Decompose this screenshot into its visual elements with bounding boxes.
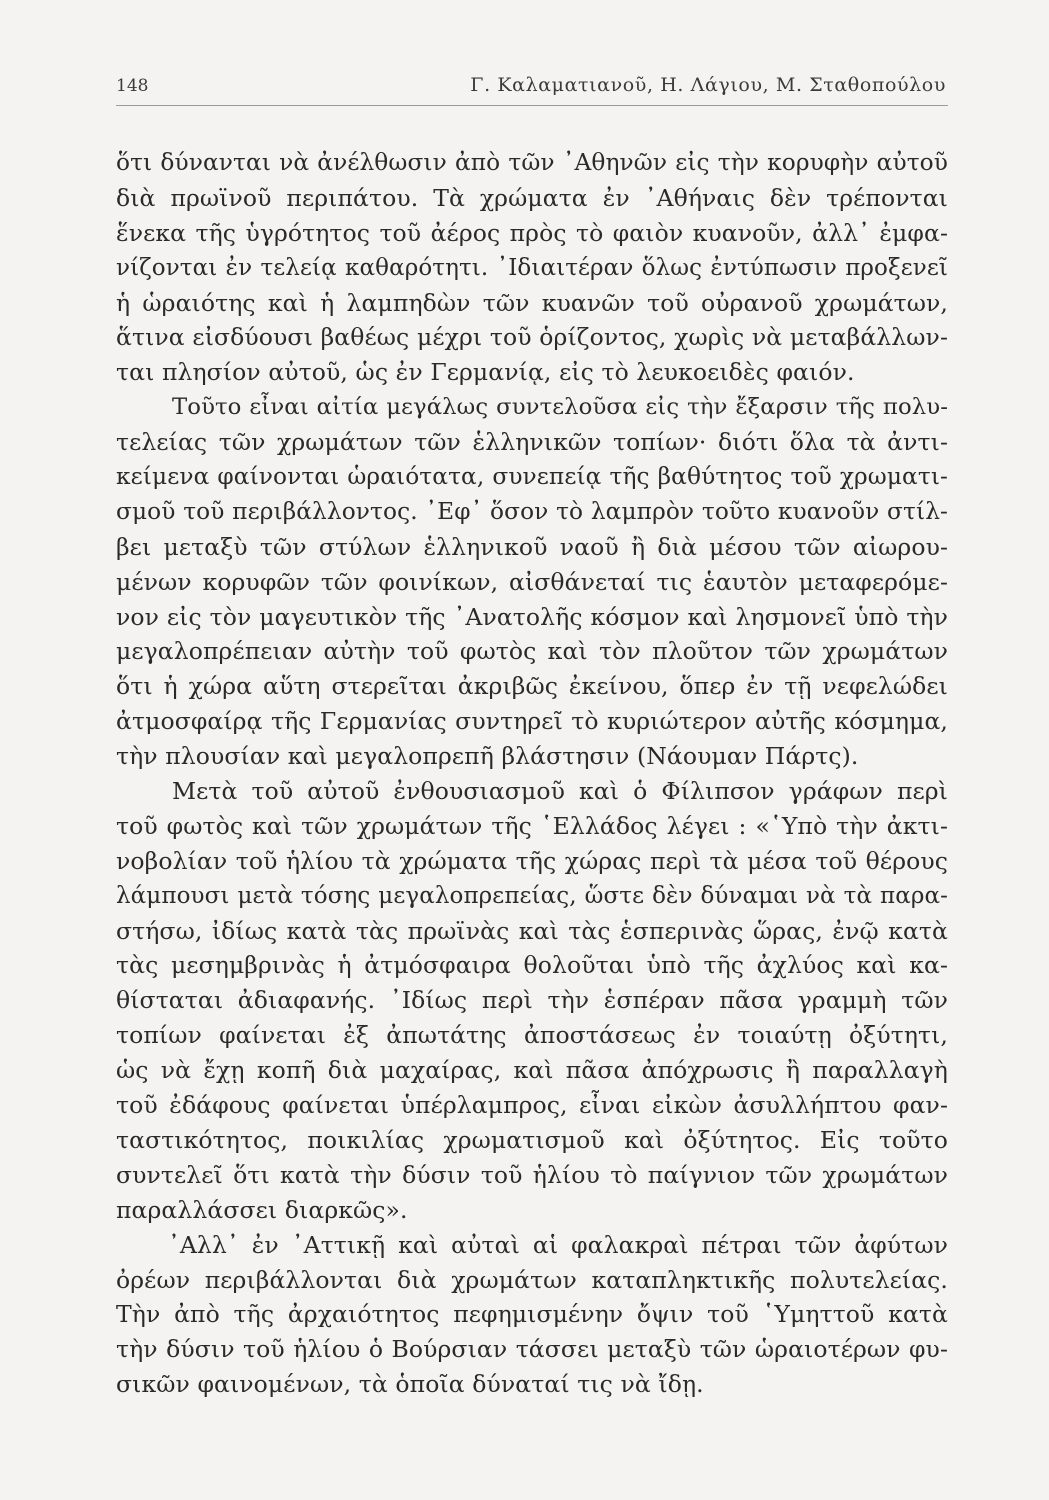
text-line: βει μεταξὺ τῶν στύλων ἑλληνικοῦ ναοῦ ἢ διὰ μέσου τῶν αἰωρου- bbox=[116, 532, 948, 561]
text-line: κείμενα φαίνονται ὡραιότατα, συνεπείᾳ τῆς βαθύτητος τοῦ χρωματι- bbox=[116, 463, 948, 491]
text-line: τὴν δύσιν τοῦ ἡλίου ὁ Βούρσιαν τάσσει μεταξὺ τῶν ὡραιοτέρων φυ- bbox=[116, 1335, 948, 1364]
text-line: ἕνεκα τῆς ὑγρότητος τοῦ ἀέρος πρὸς τὸ φαιὸν κυανοῦν, ἀλλ᾿ ἐμφα- bbox=[116, 218, 948, 247]
text-line: ὡς νὰ ἔχῃ κοπῆ διὰ μαχαίρας, καὶ πᾶσα ἀπόχρωσις ἢ παραλλαγὴ bbox=[116, 1056, 948, 1085]
text-line: ὅτι ἡ χώρα αὕτη στερεῖται ἀκριβῶς ἐκείνου, ὅπερ ἐν τῇ νεφελώδει bbox=[116, 672, 948, 701]
text-line: νον εἰς τὸν μαγευτικὸν τῆς ᾿Ανατολῆς κόσμον καὶ λησμονεῖ ὑπὸ τὴν bbox=[116, 602, 948, 631]
text-line: σικῶν φαινομένων, τὰ ὁποῖα δύναταί τις νὰ ἴδῃ. bbox=[116, 1370, 704, 1399]
body-text bbox=[116, 146, 948, 1402]
text-line: ἡ ὡραιότης καὶ ἡ λαμπηδὼν τῶν κυανῶν τοῦ οὐρανοῦ χρωμάτων, bbox=[116, 288, 948, 317]
page-header bbox=[116, 70, 946, 104]
text-line: τοπίων φαίνεται ἐξ ἀπωτάτης ἀποστάσεως ἐν τοιαύτῃ ὀξύτητι, bbox=[116, 1021, 948, 1050]
text-line: θίσταται ἀδιαφανής. ᾿Ιδίως περὶ τὴν ἑσπέραν πᾶσα γραμμὴ τῶν bbox=[116, 986, 948, 1015]
text-line: συντελεῖ ὅτι κατὰ τὴν δύσιν τοῦ ἡλίου τὸ παίγνιον τῶν χρωμάτων bbox=[116, 1160, 948, 1189]
text-line: τελείας τῶν χρωμάτων τῶν ἑλληνικῶν τοπίων· διότι ὅλα τὰ ἀντι- bbox=[116, 428, 948, 457]
text-line: σμοῦ τοῦ περιβάλλοντος. ᾿Εφ᾿ ὅσον τὸ λαμπρὸν τοῦτο κυανοῦν στίλ- bbox=[116, 497, 948, 525]
text-line: διὰ πρωϊνοῦ περιπάτου. Τὰ χρώματα ἐν ᾿Αθήναις δὲν τρέπονται bbox=[116, 183, 948, 212]
text-line: τὴν πλουσίαν καὶ μεγαλοπρεπῆ βλάστησιν (Νάουμαν Πάρτς). bbox=[116, 742, 859, 771]
text-line: μένων κορυφῶν τῶν φοινίκων, αἰσθάνεταί τις ἑαυτὸν μεταφερόμε- bbox=[116, 567, 948, 596]
text-line: ται πλησίον αὐτοῦ, ὡς ἐν Γερμανίᾳ, εἰς τὸ λευκοειδὲς φαιόν. bbox=[116, 358, 855, 387]
text-line: ἅτινα εἰσδύουσι βαθέως μέχρι τοῦ ὁρίζοντος, χωρὶς νὰ μεταβάλλων- bbox=[116, 323, 948, 352]
text-line: ἀτμοσφαίρᾳ τῆς Γερμανίας συντηρεῖ τὸ κυριώτερον αὐτῆς κόσμημα, bbox=[116, 707, 948, 736]
text-line: Τὴν ἀπὸ τῆς ἀρχαιότητος πεφημισμένην ὄψιν τοῦ ῾Υμηττοῦ κατὰ bbox=[116, 1300, 948, 1329]
header-rule bbox=[116, 105, 948, 106]
text-line: παραλλάσσει διαρκῶς». bbox=[116, 1195, 408, 1224]
paragraph-start: Τοῦτο εἶναι αἰτία μεγάλως συντελοῦσα εἰς τὴν ἔξαρσιν τῆς πολυ- bbox=[172, 394, 948, 421]
text-line: ταστικότητος, ποικιλίας χρωματισμοῦ καὶ ὀξύτητος. Εἰς τοῦτο bbox=[116, 1125, 948, 1154]
text-line: τοῦ φωτὸς καὶ τῶν χρωμάτων τῆς ῾Ελλάδος λέγει : «῾Υπὸ τὴν ἀκτι- bbox=[116, 811, 948, 840]
text-line: μεγαλοπρέπειαν αὐτὴν τοῦ φωτὸς καὶ τὸν πλοῦτον τῶν χρωμάτων bbox=[116, 637, 948, 666]
page-number: 148 bbox=[116, 76, 149, 96]
text-line: τὰς μεσημβρινὰς ἡ ἀτμόσφαιρα θολοῦται ὑπὸ τῆς ἀχλύος καὶ κα- bbox=[116, 951, 948, 980]
running-head: Γ. Καλαματιανοῦ, Η. Λάγιου, Μ. Σταθοπούλου bbox=[470, 74, 946, 96]
text-line: νοβολίαν τοῦ ἡλίου τὰ χρώματα τῆς χώρας περὶ τὰ μέσα τοῦ θέρους bbox=[116, 846, 948, 875]
text-line: τοῦ ἐδάφους φαίνεται ὑπέρλαμπρος, εἶναι εἰκὼν ἀσυλλήπτου φαν- bbox=[116, 1091, 948, 1120]
paragraph-start: ᾿Αλλ᾿ ἐν ᾿Αττικῇ καὶ αὐταὶ αἱ φαλακραὶ πέτραι τῶν ἀφύτων bbox=[168, 1230, 948, 1259]
text-line: στήσω, ἰδίως κατὰ τὰς πρωϊνὰς καὶ τὰς ἑσπερινὰς ὥρας, ἐνῷ κατὰ bbox=[116, 916, 948, 945]
paragraph-start: Μετὰ τοῦ αὐτοῦ ἐνθουσιασμοῦ καὶ ὁ Φίλιπσον γράφων περὶ bbox=[172, 777, 948, 806]
text-line: λάμπουσι μετὰ τόσης μεγαλοπρεπείας, ὥστε δὲν δύναμαι νὰ τὰ παρα- bbox=[116, 882, 948, 909]
text-line: νίζονται ἐν τελείᾳ καθαρότητι. ᾿Ιδιαιτέραν ὅλως ἐντύπωσιν προξενεῖ bbox=[116, 254, 948, 281]
text-line: ὅτι δύνανται νὰ ἀνέλθωσιν ἀπὸ τῶν ᾿Αθηνῶν εἰς τὴν κορυφὴν αὐτοῦ bbox=[116, 149, 948, 176]
text-line: ὀρέων περιβάλλονται διὰ χρωμάτων καταπληκτικῆς πολυτελείας. bbox=[116, 1265, 948, 1294]
